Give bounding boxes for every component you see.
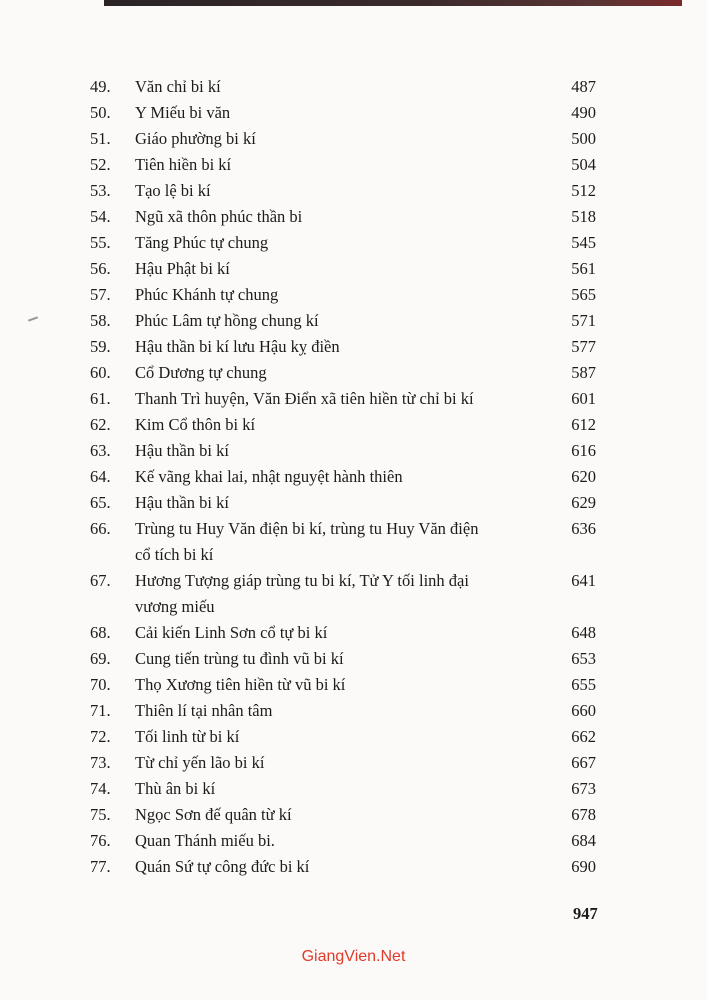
toc-entry: [80, 516, 620, 568]
toc-entry: [80, 776, 620, 802]
toc-entry-page: 620: [571, 467, 596, 486]
toc-entry-page: 612: [571, 415, 596, 434]
toc-entry-title-line: Thọ Xương tiên hiền từ vũ bi kí: [135, 675, 346, 694]
toc-entry: [80, 412, 620, 438]
watermark-text: GiangVien.Net: [301, 948, 406, 965]
toc-entry-page: 512: [571, 181, 596, 200]
toc-entry: [80, 74, 620, 100]
toc-entry: [80, 386, 620, 412]
toc-entry-number: 59.: [90, 337, 111, 356]
toc-entry-page: 653: [571, 649, 596, 668]
toc-entry-number: 58.: [90, 311, 111, 330]
toc-entry-page: 648: [571, 623, 596, 642]
toc-entry-page: 673: [571, 779, 596, 798]
toc-entry-page: 487: [571, 77, 596, 96]
toc-entry-title-line: Từ chỉ yến lão bi kí: [135, 753, 265, 772]
toc-entry-page: 490: [571, 103, 596, 122]
table-of-contents: [80, 74, 620, 880]
toc-entry-title-line: Thiên lí tại nhân tâm: [135, 701, 273, 720]
toc-entry: [80, 490, 620, 516]
toc-entry-page: 667: [571, 753, 596, 772]
toc-entry-title-line: Tăng Phúc tự chung: [135, 233, 269, 252]
toc-entry-page: 500: [571, 129, 596, 148]
toc-entry: [80, 308, 620, 334]
toc-entry: [80, 256, 620, 282]
toc-entry-title-line: Kế vãng khai lai, nhật nguyệt hành thiên: [135, 467, 403, 486]
toc-entry-page: 504: [571, 155, 596, 174]
toc-entry-number: 63.: [90, 441, 111, 460]
toc-entry-number: 55.: [90, 233, 111, 252]
toc-entry-title-line: Kim Cổ thôn bi kí: [135, 415, 256, 434]
toc-entry-page: 601: [571, 389, 596, 408]
toc-entry-number: 77.: [90, 857, 111, 876]
toc-entry-title-line: Phúc Lâm tự hồng chung kí: [135, 311, 319, 330]
toc-entry-title-line: Y Miếu bi văn: [135, 103, 231, 122]
toc-entry-page: 545: [571, 233, 596, 252]
toc-entry-title-line: Phúc Khánh tự chung: [135, 285, 279, 304]
toc-entry-page: 690: [571, 857, 596, 876]
toc-entry-title-line: Cung tiến trùng tu đình vũ bi kí: [135, 649, 344, 668]
toc-entry-title-line: Quán Sứ tự công đức bi kí: [135, 857, 310, 876]
toc-entry-number: 74.: [90, 779, 111, 798]
toc-entry-number: 65.: [90, 493, 111, 512]
toc-entry: [80, 620, 620, 646]
toc-entry-number: 66.: [90, 519, 111, 538]
toc-entry-title-line: Hậu Phật bi kí: [135, 259, 230, 278]
toc-entry-number: 60.: [90, 363, 111, 382]
toc-entry-number: 62.: [90, 415, 111, 434]
toc-entry-page: 577: [571, 337, 596, 356]
toc-entry-title-line: Hậu thần bi kí: [135, 493, 229, 512]
toc-entry-number: 68.: [90, 623, 111, 642]
toc-entry-page: 518: [571, 207, 596, 226]
toc-entry-page: 587: [571, 363, 596, 382]
toc-entry-number: 52.: [90, 155, 111, 174]
toc-entry-page: 660: [571, 701, 596, 720]
toc-entry: [80, 464, 620, 490]
toc-entry-number: 72.: [90, 727, 111, 746]
toc-entry-title-line: vương miếu: [135, 597, 215, 616]
toc-entry-number: 64.: [90, 467, 111, 486]
toc-entry-page: 629: [571, 493, 596, 512]
toc-entry-title-line: Hương Tượng giáp trùng tu bi kí, Tử Y tối linh đại: [135, 571, 469, 590]
toc-entry-title-line: cổ tích bi kí: [135, 545, 214, 564]
scan-speck: [28, 316, 38, 321]
page-number: 947: [573, 904, 598, 923]
toc-entry-number: 69.: [90, 649, 111, 668]
toc-entry-number: 75.: [90, 805, 111, 824]
toc-entry-number: 73.: [90, 753, 111, 772]
toc-entry: [80, 724, 620, 750]
toc-entry-title-line: Giáo phường bi kí: [135, 129, 256, 148]
toc-entry-number: 76.: [90, 831, 111, 850]
toc-entry: [80, 334, 620, 360]
toc-entry-page: 561: [571, 259, 596, 278]
toc-entry-number: 61.: [90, 389, 111, 408]
toc-entry-title-line: Cổ Dương tự chung: [135, 363, 267, 382]
toc-entry: [80, 100, 620, 126]
toc-entry-page: 662: [571, 727, 596, 746]
toc-entry-number: 67.: [90, 571, 111, 590]
toc-entry-number: 51.: [90, 129, 111, 148]
toc-entry-number: 70.: [90, 675, 111, 694]
toc-entry-number: 56.: [90, 259, 111, 278]
toc-entry-title-line: Văn chỉ bi kí: [135, 77, 221, 96]
toc-entry-number: 71.: [90, 701, 111, 720]
toc-entry-number: 50.: [90, 103, 111, 122]
toc-entry-number: 53.: [90, 181, 111, 200]
toc-entry-title-line: Cải kiến Linh Sơn cổ tự bi kí: [135, 623, 328, 642]
toc-entry-number: 54.: [90, 207, 111, 226]
toc-entry-title-line: Hậu thần bi kí lưu Hậu kỵ điền: [135, 337, 340, 356]
toc-entry: [80, 828, 620, 854]
toc-entry: [80, 152, 620, 178]
toc-entry-title-line: Ngũ xã thôn phúc thần bi: [135, 207, 303, 226]
toc-entry: [80, 672, 620, 698]
toc-entry: [80, 750, 620, 776]
toc-entry-page: 684: [571, 831, 596, 850]
toc-entry-title-line: Trùng tu Huy Văn điện bi kí, trùng tu Huy Văn điện: [135, 519, 479, 538]
toc-entry: [80, 438, 620, 464]
toc-entry-title-line: Hậu thần bi kí: [135, 441, 229, 460]
toc-entry: [80, 282, 620, 308]
toc-entry-title-line: Tạo lệ bi kí: [135, 181, 211, 200]
toc-entry: [80, 360, 620, 386]
toc-entry: [80, 698, 620, 724]
toc-entry: [80, 646, 620, 672]
toc-entry-page: 636: [571, 519, 596, 538]
toc-entry: [80, 854, 620, 880]
toc-entry: [80, 802, 620, 828]
book-top-edge: [104, 0, 682, 6]
toc-entry-page: 616: [571, 441, 596, 460]
toc-entry: [80, 230, 620, 256]
toc-entry: [80, 204, 620, 230]
toc-entry-title-line: Ngọc Sơn đế quân từ kí: [135, 805, 292, 824]
toc-entry-title-line: Tối linh từ bi kí: [135, 727, 240, 746]
toc-entry-number: 49.: [90, 77, 111, 96]
toc-entry-title-line: Tiên hiền bi kí: [135, 155, 232, 174]
toc-entry-title-line: Thanh Trì huyện, Văn Điển xã tiên hiền từ chỉ bi kí: [135, 389, 474, 408]
toc-entry-page: 571: [571, 311, 596, 330]
toc-entry-page: 641: [571, 571, 596, 590]
toc-entry: [80, 178, 620, 204]
toc-entry: [80, 568, 620, 620]
toc-entry-title-line: Thù ân bi kí: [135, 779, 216, 798]
toc-entry-number: 57.: [90, 285, 111, 304]
toc-entry-title-line: Quan Thánh miếu bi.: [135, 831, 275, 850]
toc-entry-page: 565: [571, 285, 596, 304]
toc-entry-page: 678: [571, 805, 596, 824]
toc-entry: [80, 126, 620, 152]
toc-entry-page: 655: [571, 675, 596, 694]
